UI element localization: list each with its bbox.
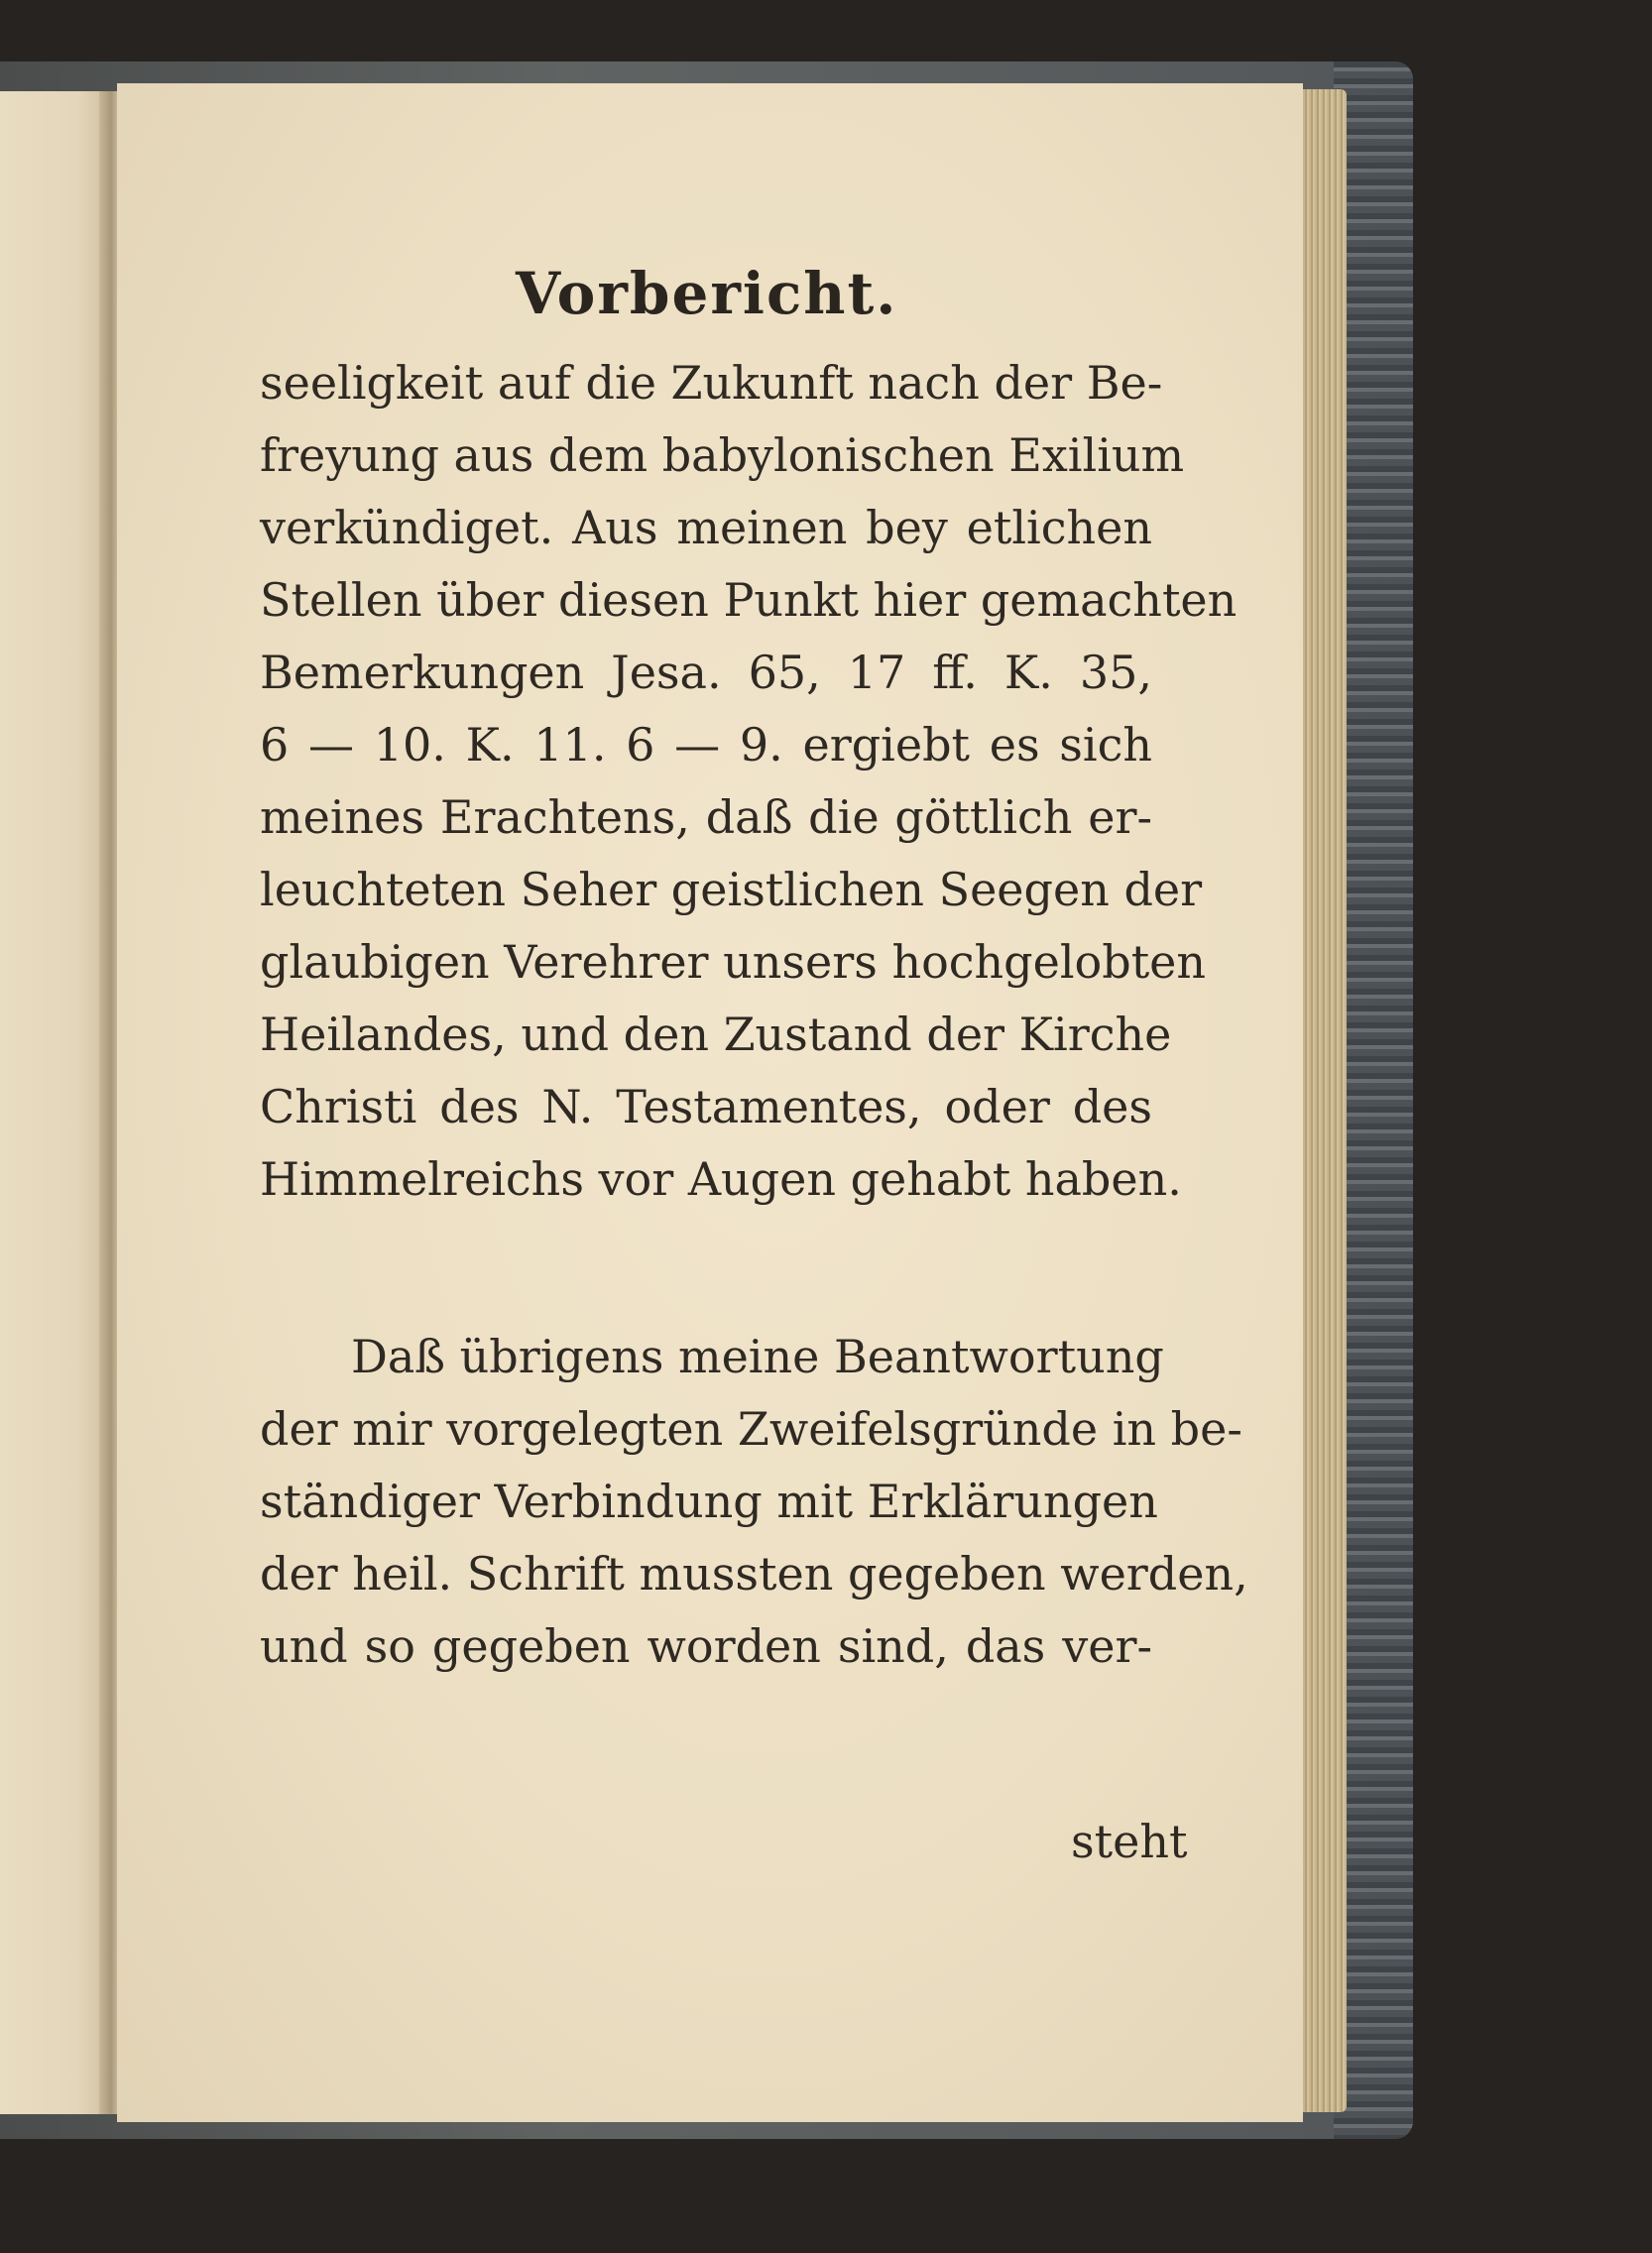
text-line: meines Erachtens, daß die göttlich er- bbox=[260, 790, 1152, 844]
text-line: Himmelreichs vor Augen gehabt haben. bbox=[260, 1152, 1182, 1206]
text-line: leuchteten Seher geistlichen Seegen der bbox=[260, 863, 1203, 916]
text-line: Heilandes, und den Zustand der Kirche bbox=[260, 1008, 1172, 1061]
page-text bbox=[260, 347, 1248, 1683]
text-line: verkündiget. Aus meinen bey etlichen bbox=[260, 501, 1152, 554]
text-line: der mir vorgelegten Zweifelsgründe in be- bbox=[260, 1402, 1242, 1456]
text-line: und so gegeben worden sind, das ver- bbox=[260, 1619, 1152, 1673]
left-page bbox=[0, 91, 111, 2114]
text-line: ständiger Verbindung mit Erklärungen bbox=[260, 1475, 1158, 1528]
text-line: Bemerkungen Jesa. 65, 17 ff. K. 35, bbox=[260, 646, 1152, 699]
text-line: freyung aus dem babylonischen Exilium bbox=[260, 428, 1185, 482]
paragraph-2 bbox=[260, 1321, 1248, 1683]
text-line: Daß übrigens meine Beantwortung bbox=[351, 1330, 1164, 1383]
text-line: Stellen über diesen Punkt hier gemachten bbox=[260, 573, 1238, 627]
page-block-edge bbox=[1297, 89, 1347, 2112]
paragraph-1 bbox=[260, 347, 1238, 1216]
text-line: glaubigen Verehrer unsers hochgelobten bbox=[260, 935, 1207, 989]
text-line: 6 — 10. K. 11. 6 — 9. ergiebt es sich bbox=[260, 718, 1152, 771]
text-line: seeligkeit auf die Zukunft nach der Be- bbox=[260, 356, 1163, 410]
text-line: Christi des N. Testamentes, oder des bbox=[260, 1080, 1152, 1133]
page-heading: Vorbericht. bbox=[516, 260, 898, 327]
text-line: der heil. Schrift mussten gegeben werden, bbox=[260, 1547, 1248, 1601]
catchword: steht bbox=[1071, 1815, 1188, 1868]
